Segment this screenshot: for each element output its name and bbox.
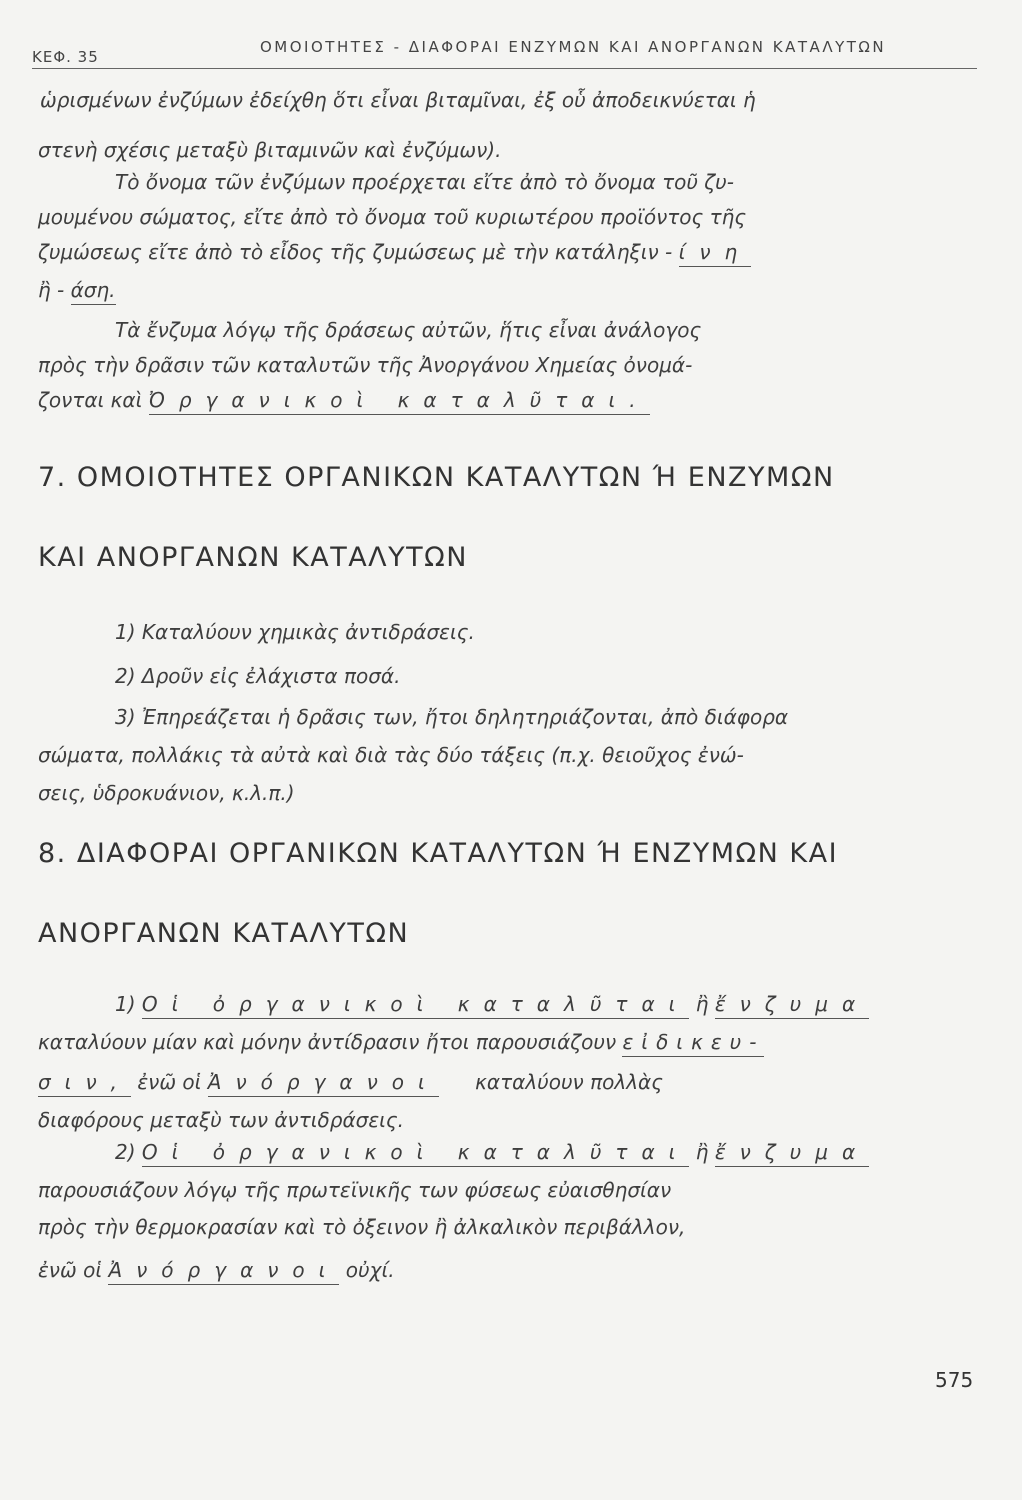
p1-organic-catalysts: Οἱ ὀργανικοὶ καταλῦται: [142, 992, 690, 1019]
intro-line-9-text: ζονται καὶ: [38, 388, 143, 412]
p2-number: 2): [115, 1140, 136, 1164]
p1-or: ἢ: [695, 992, 709, 1016]
suffix-ine: ίνη: [679, 240, 752, 267]
section-8-p1-line-2: [38, 1030, 988, 1054]
section-7-heading-line-2: ΚΑΙ ΑΝΟΡΓΑΝΩΝ ΚΑΤΑΛΥΤΩΝ: [38, 542, 468, 573]
intro-line-9: [38, 388, 988, 412]
suffix-ase: άση.: [71, 278, 116, 305]
intro-line-6: [38, 278, 988, 302]
section-7-item-2: 2) Δροῦν εἰς ἐλάχιστα ποσά.: [115, 664, 401, 688]
intro-line-4: μουμένου σώματος, εἴτε ἀπὸ τὸ ὄνομα τοῦ κυριωτέρου προϊόντος τῆς: [38, 205, 747, 229]
section-7-item-3-line-1: 3) Ἐπηρεάζεται ἡ δρᾶσις των, ἤτοι δηλητηριάζονται, ἀπὸ διάφορα: [115, 705, 789, 729]
intro-line-5-text: ζυμώσεως εἴτε ἀπὸ τὸ εἶδος τῆς ζυμώσεως μὲ τὴν κατάληξιν -: [38, 240, 673, 264]
p1-whereas: ἐνῶ οἱ: [137, 1070, 202, 1094]
p2-or: ἢ: [695, 1140, 709, 1164]
section-8-p2-line-1: [115, 1140, 1022, 1164]
intro-line-5: [38, 240, 988, 264]
intro-line-3: Τὸ ὄνομα τῶν ἐνζύμων προέρχεται εἴτε ἀπὸ τὸ ὄνομα τοῦ ζυ-: [115, 170, 734, 194]
p1-specificity-term-end: σιν,: [38, 1070, 131, 1097]
section-7-item-3-line-2: σώματα, πολλάκις τὰ αὐτὰ καὶ διὰ τὰς δύο τάξεις (π.χ. θειοῦχος ἐνώ-: [38, 743, 744, 767]
section-8-p2-line-2: παρουσιάζουν λόγῳ τῆς πρωτεϊνικῆς των φύσεως εὐαισθησίαν: [38, 1178, 672, 1202]
p2-enzymes: ἔνζυμα: [715, 1140, 869, 1167]
p1-line-2-text: καταλύουν μίαν καὶ μόνην ἀντίδρασιν ἤτοι παρουσιάζουν: [38, 1030, 617, 1054]
p2-not: οὐχί.: [345, 1258, 395, 1282]
intro-line-2: στενὴ σχέσις μεταξὺ βιταμινῶν καὶ ἐνζύμων).: [38, 138, 502, 162]
section-8-p2-line-3: πρὸς τὴν θερμοκρασίαν καὶ τὸ ὀξεινον ἢ ἀλκαλικὸν περιβάλλον,: [38, 1215, 686, 1239]
section-8-p1-line-3: [38, 1070, 988, 1094]
p1-number: 1): [115, 992, 136, 1016]
intro-line-8: πρὸς τὴν δρᾶσιν τῶν καταλυτῶν τῆς Ἀνοργάνου Χημείας ὀνομά-: [38, 353, 693, 377]
section-8-heading-line-1: 8. ΔΙΑΦΟΡΑΙ ΟΡΓΑΝΙΚΩΝ ΚΑΤΑΛΥΤΩΝ Ή ΕΝΖΥΜΩΝ ΚΑΙ: [38, 838, 839, 869]
intro-line-1: ὡρισμένων ἐνζύμων ἐδείχθη ὅτι εἶναι βιταμῖναι, ἐξ οὗ ἀποδεικνύεται ἡ: [40, 88, 756, 112]
p2-inorganic: Ἀνόργανοι: [108, 1258, 339, 1285]
intro-line-6-text: ἢ -: [38, 278, 65, 302]
chapter-label: ΚΕΦ. 35: [32, 48, 99, 66]
page-number: 575: [935, 1368, 974, 1392]
p1-inorganic: Ἀνόργανοι: [208, 1070, 439, 1097]
intro-line-7: Τὰ ἔνζυμα λόγῳ τῆς δράσεως αὐτῶν, ἥτις εἶναι ἀνάλογος: [115, 318, 702, 342]
p2-whereas: ἐνῶ οἱ: [38, 1258, 103, 1282]
section-8-p1-line-4: διαφόρους μεταξὺ των ἀντιδράσεις.: [38, 1108, 405, 1132]
section-8-heading-line-2: ΑΝΟΡΓΑΝΩΝ ΚΑΤΑΛΥΤΩΝ: [38, 918, 410, 949]
section-7-heading-line-1: 7. ΟΜΟΙΟΤΗΤΕΣ ΟΡΓΑΝΙΚΩΝ ΚΑΤΑΛΥΤΩΝ Ή ΕΝΖΥΜΩΝ: [38, 462, 835, 493]
p1-specificity-term: εἰδικευ-: [622, 1030, 764, 1057]
header-rule: [32, 68, 977, 69]
section-8-p2-line-4: [38, 1258, 988, 1282]
p1-line-3-end: καταλύουν πολλὰς: [475, 1070, 663, 1094]
organic-catalysts-term: Ὀργανικοὶ καταλῦται.: [149, 388, 650, 415]
section-7-item-1: 1) Καταλύουν χημικὰς ἀντιδράσεις.: [115, 620, 475, 644]
running-title: ΟΜΟΙΟΤΗΤΕΣ - ΔΙΑΦΟΡΑΙ ΕΝΖΥΜΩΝ ΚΑΙ ΑΝΟΡΓΑΝΩΝ ΚΑΤΑΛΥΤΩΝ: [260, 38, 887, 56]
section-8-p1-line-1: [115, 992, 1022, 1016]
section-7-item-3-line-3: σεις, ὑδροκυάνιον, κ.λ.π.): [38, 781, 295, 805]
p1-enzymes: ἔνζυμα: [715, 992, 869, 1019]
p2-organic-catalysts: Οἱ ὀργανικοὶ καταλῦται: [142, 1140, 690, 1167]
